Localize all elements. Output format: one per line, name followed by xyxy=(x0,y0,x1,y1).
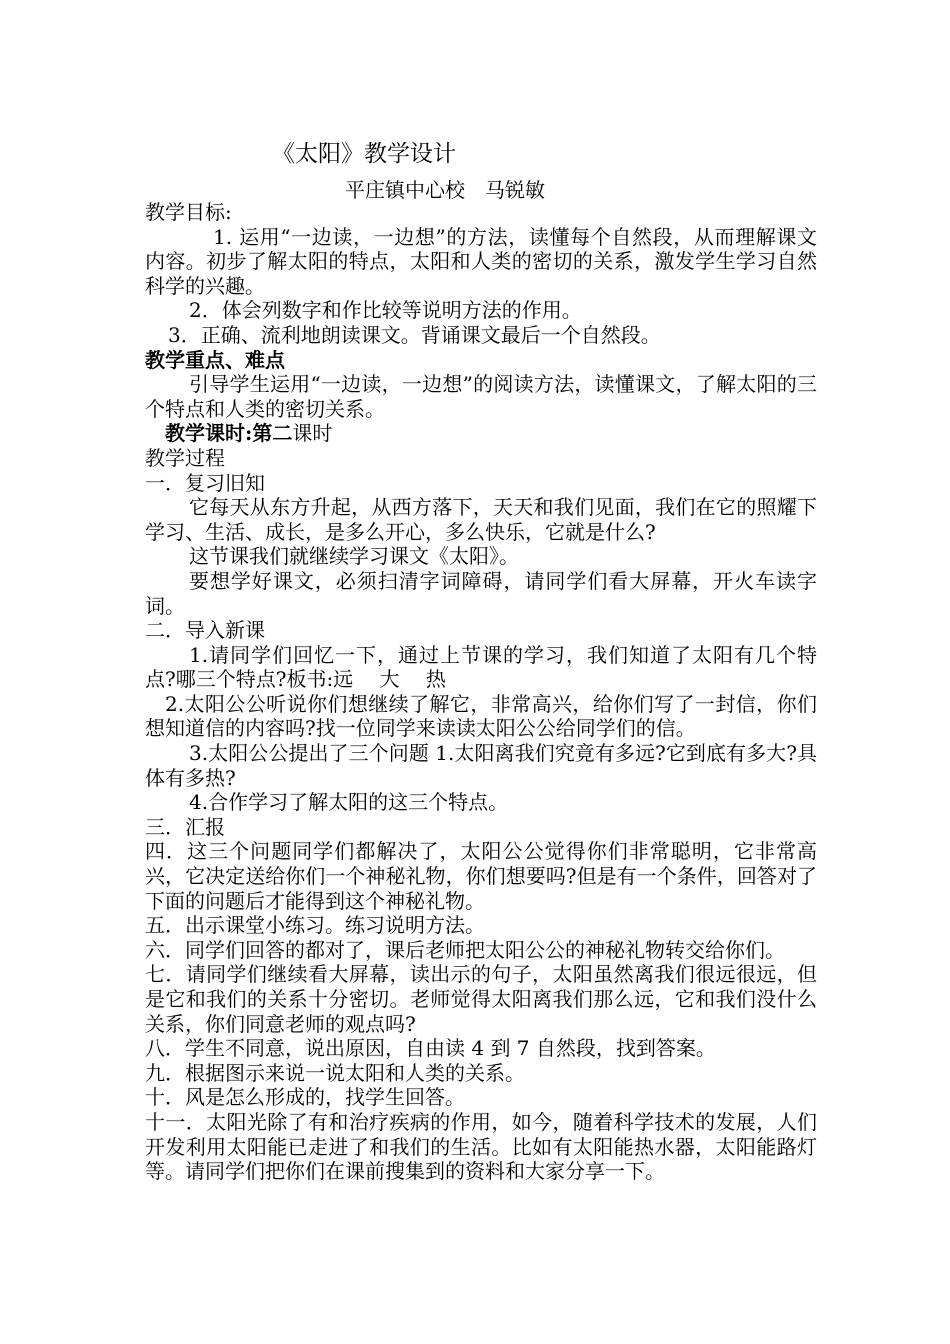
section-6: 六．同学们回答的都对了，课后老师把太阳公公的神秘礼物转交给你们。 xyxy=(145,937,785,962)
objective-2: 2．体会列数字和作比较等说明方法的作用。 xyxy=(189,298,582,323)
keypoints-text: 引导学生运用“一边读，一边想”的阅读方法，读懂课文，了解太阳的三个特点和人类的密切关系。 xyxy=(145,372,817,421)
section-7: 七．请同学们继续看大屏幕，读出示的句子，太阳虽然离我们很远很远，但是它和我们的关系十分密切。老师觉得太阳离我们那么远，它和我们没什么关系，你们同意老师的观点吗? xyxy=(145,962,817,1036)
section-2-para-1: 1.请同学们回忆一下，通过上节课的学习，我们知道了太阳有几个特点?哪三个特点?板书:远 大 热 xyxy=(145,642,817,692)
section-4: 四．这三个问题同学们都解决了，太阳公公觉得你们非常聪明，它非常高兴，它决定送给你们一个神秘礼物，你们想要吗?但是有一个条件，回答对了下面的问题后才能得到这个神秘礼物。 xyxy=(145,839,817,913)
section-2-para-4: 4.合作学习了解太阳的这三个特点。 xyxy=(189,790,509,815)
period-label: 教学课时:第二 xyxy=(165,421,293,446)
keypoints-heading: 教学重点、难点 xyxy=(145,347,285,372)
section-5: 五．出示课堂小练习。练习说明方法。 xyxy=(145,913,485,938)
objective-1: 1. 运用“一边读，一边想”的方法，读懂每个自然段，从而理解课文内容。初步了解太阳的特点，太阳和人类的密切的关系，激发学生学习自然科学的兴趣。 xyxy=(145,224,817,298)
period-line xyxy=(145,421,817,446)
period-suffix: 课时 xyxy=(292,421,333,446)
section-8: 八．学生不同意，说出原因，自由读 4 到 7 自然段，找到答案。 xyxy=(145,1036,716,1061)
section-2-para-2: 2.太阳公公听说你们想继续了解它，非常高兴，给你们写了一封信，你们想知道信的内容吗?找一位同学来读读太阳公公给同学们的信。 xyxy=(145,691,817,741)
objectives-heading: 教学目标: xyxy=(145,200,232,224)
section-1-para-1: 它每天从东方升起，从西方落下，天天和我们见面，我们在它的照耀下学习、生活、成长，是多么开心，多么快乐，它就是什么? xyxy=(145,495,817,544)
process-heading: 教学过程 xyxy=(145,445,225,470)
section-1-para-3: 要想学好课文，必须扫清字词障碍，请同学们看大屏幕，开火车读字词。 xyxy=(145,568,817,618)
section-11: 十一．太阳光除了有和治疗疾病的作用，如今，随着科学技术的发展，人们开发利用太阳能已走进了和我们的生活。比如有太阳能热水器，太阳能路灯等。请同学们把你们在课前搜集到的资料和大家分享一下。 xyxy=(145,1109,817,1184)
section-1-para-2: 这节课我们就继续学习课文《太阳》。 xyxy=(189,544,519,569)
section-2-heading: 二．导入新课 xyxy=(145,618,265,643)
section-3: 三．汇报 xyxy=(145,814,225,839)
section-2-para-3: 3.太阳公公提出了三个问题 1.太阳离我们究竟有多远?它到底有多大?具体有多热? xyxy=(145,741,817,790)
author-line: 平庄镇中心校 马锐敏 xyxy=(345,178,545,202)
section-9: 九．根据图示来说一说太阳和人类的关系。 xyxy=(145,1060,525,1085)
document-title: 《太阳》教学设计 xyxy=(272,141,456,167)
objective-3: 3．正确、流利地朗读课文。背诵课文最后一个自然段。 xyxy=(168,322,661,347)
document-body xyxy=(145,200,817,1184)
section-10: 十．风是怎么形成的，找学生回答。 xyxy=(145,1085,465,1110)
section-1-heading: 一．复习旧知 xyxy=(145,470,265,495)
